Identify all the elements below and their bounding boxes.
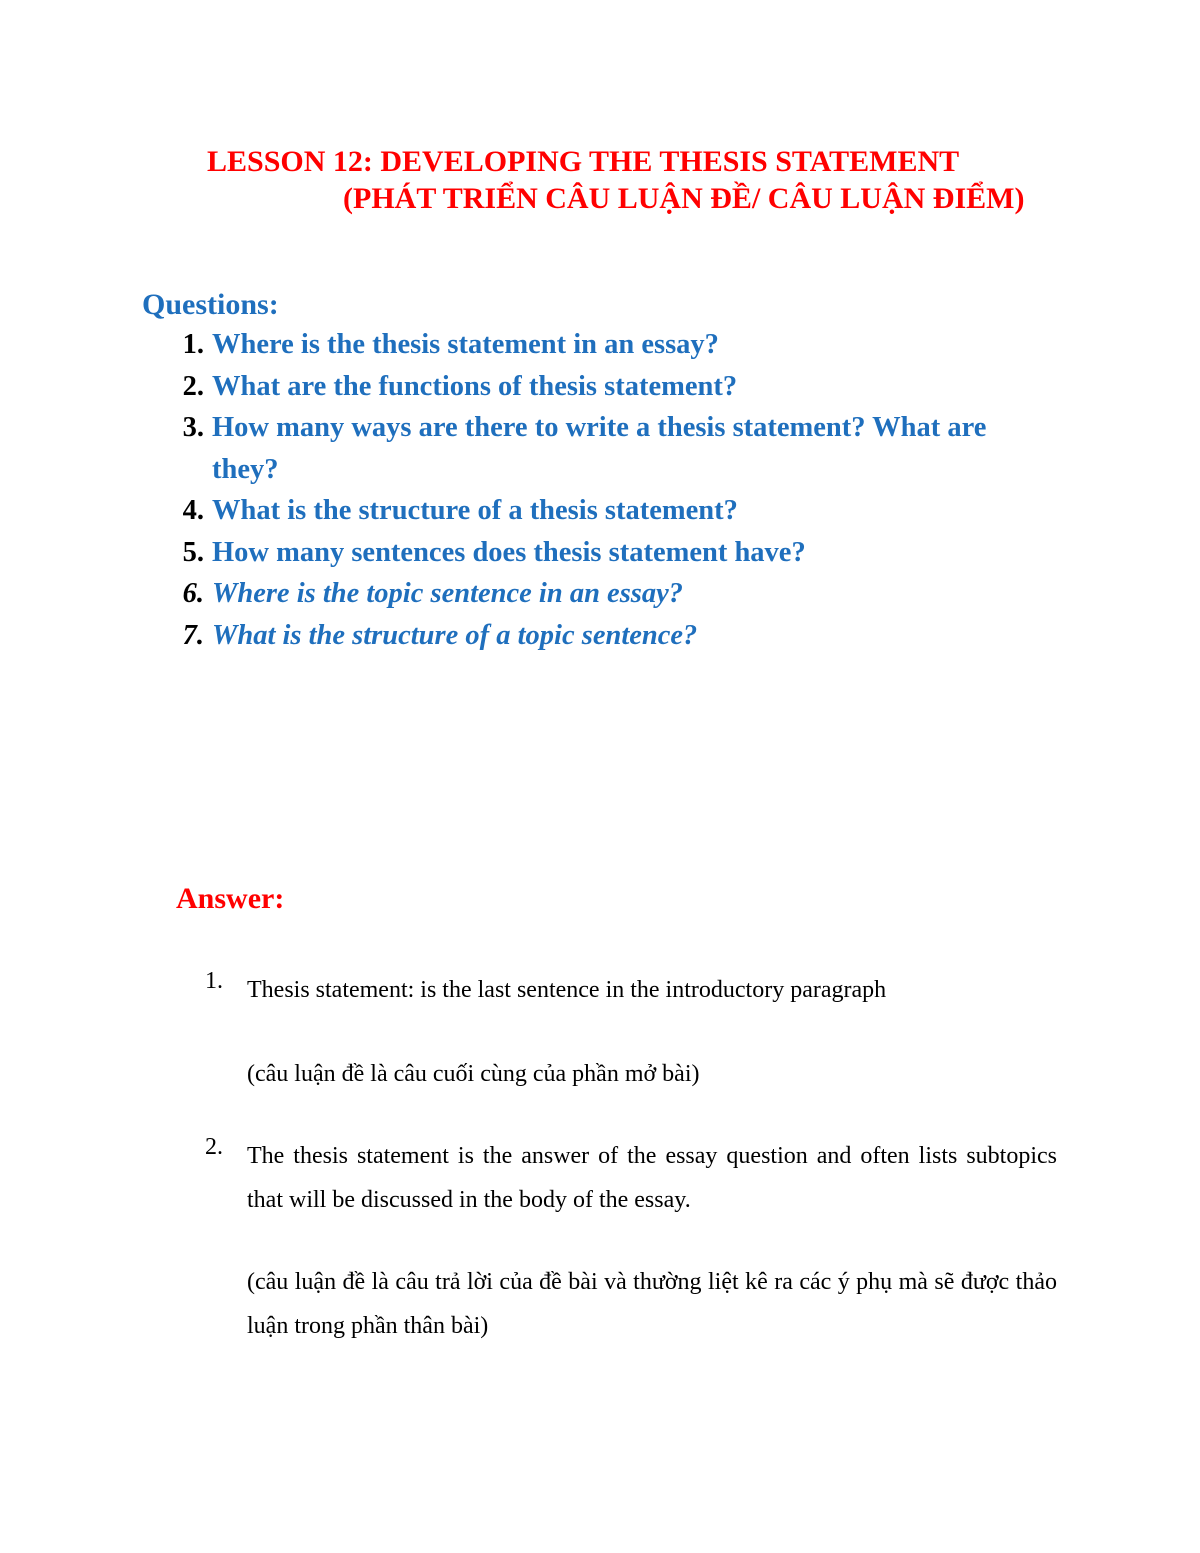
answer-translation: (câu luận đề là câu trả lời của đề bài và thường liệt kê ra các ý phụ mà sẽ được thảo luận trong phần thân bài) [247, 1269, 1057, 1339]
question-item-2 [142, 366, 1042, 408]
answer-item-1 [205, 968, 1057, 1096]
questions-list [142, 324, 1042, 656]
answer-text: The thesis statement is the answer of the essay question and often lists subtopics that will be discussed in the body of the essay. [247, 1143, 1057, 1213]
lesson-subtitle: (PHÁT TRIỂN CÂU LUẬN ĐỀ/ CÂU LUẬN ĐIỂM) [343, 182, 1025, 215]
question-text: Where is the topic sentence in an essay? [212, 578, 684, 609]
question-item-1 [142, 324, 1042, 366]
question-number: 7. [182, 619, 204, 651]
question-number: 6. [182, 578, 204, 609]
questions-heading: Questions: [142, 288, 279, 321]
question-item-4 [142, 490, 1042, 532]
question-item-6 [142, 573, 1042, 615]
answer-translation: (câu luận đề là câu cuối cùng của phần mở bài) [247, 1061, 700, 1087]
question-item-5 [142, 532, 1042, 574]
answer-row [205, 1134, 1057, 1222]
answer-text: Thesis statement: is the last sentence in the introductory paragraph [247, 977, 887, 1003]
question-text: What is the structure of a topic sentence? [212, 619, 698, 651]
answer-heading: Answer: [176, 882, 285, 915]
question-item-3 [142, 407, 1042, 490]
question-number: 4. [182, 495, 204, 526]
answer-number: 2. [205, 1134, 223, 1160]
spacer [205, 1012, 1057, 1052]
question-number: 5. [182, 536, 204, 568]
question-number: 2. [182, 370, 204, 402]
question-text: How many sentences does thesis statement have? [212, 536, 806, 568]
question-text: How many ways are there to write a thesis statement? What are they? [212, 412, 987, 485]
question-number: 3. [182, 412, 204, 443]
answer-row [205, 968, 1057, 1012]
question-text: What is the structure of a thesis statement? [212, 495, 738, 526]
question-number: 1. [182, 329, 204, 360]
lesson-title: LESSON 12: DEVELOPING THE THESIS STATEMENT [207, 145, 960, 178]
spacer [205, 1222, 1057, 1260]
answer-item-2 [205, 1134, 1057, 1348]
answer-number: 1. [205, 968, 223, 994]
question-text: Where is the thesis statement in an essay? [212, 329, 719, 360]
question-text: What are the functions of thesis statement? [212, 370, 738, 402]
question-item-7 [142, 615, 1042, 657]
